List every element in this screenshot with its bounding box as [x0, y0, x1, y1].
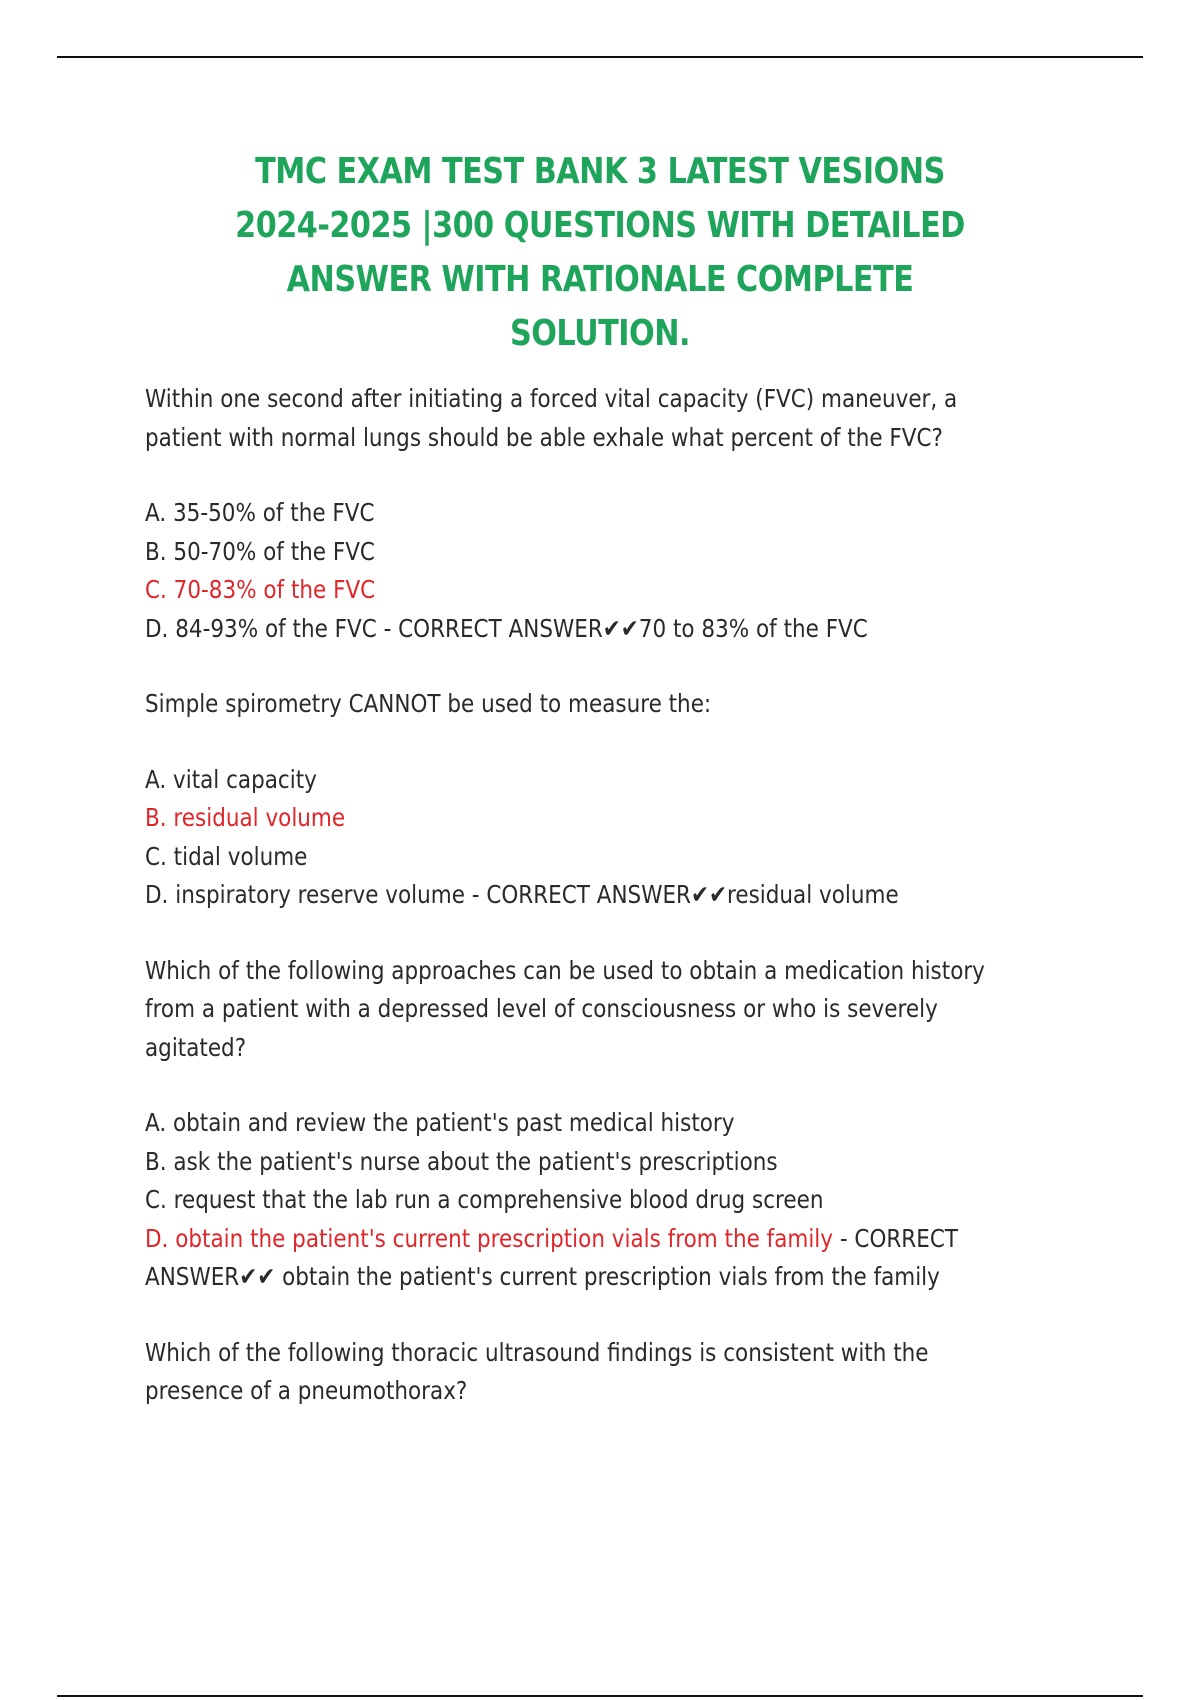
option-b: B. ask the patient's nurse about the patient's prescriptions	[145, 1146, 778, 1176]
option-d	[145, 876, 1082, 915]
answer-rationale: - CORRECT ANSWER✔✔ obtain the patient's current prescription vials from the family	[145, 1223, 958, 1291]
option-c-correct: C. 70-83% of the FVC	[145, 575, 376, 604]
option-b: B. 50-70% of the FVC	[145, 536, 375, 566]
answer-rationale: - CORRECT ANSWER✔✔residual volume	[464, 880, 899, 909]
question-list	[145, 380, 1085, 1411]
question-block	[145, 1334, 1082, 1411]
option-a: A. vital capacity	[145, 764, 317, 794]
question-block	[145, 685, 1082, 915]
bottom-rule	[57, 1695, 1143, 1697]
question-block	[145, 952, 1082, 1297]
option-b-correct: B. residual volume	[145, 803, 346, 832]
option-d-text: D. inspiratory reserve volume	[145, 880, 465, 909]
option-d	[145, 1220, 1005, 1297]
option-d-correct: D. obtain the patient's current prescription vials from the family	[145, 1223, 833, 1253]
question-text: Simple spirometry CANNOT be used to measure the:	[145, 689, 712, 718]
answer-rationale: - CORRECT ANSWER✔✔70 to 83% of the FVC	[376, 613, 868, 643]
option-d-text: D. 84-93% of the FVC	[145, 613, 377, 643]
question-block	[145, 380, 1082, 648]
question-text: Which of the following thoracic ultrasound findings is consistent with the presence of a pneumothorax?	[145, 1337, 929, 1405]
option-a: A. obtain and review the patient's past medical history	[145, 1108, 735, 1137]
option-c: C. request that the lab run a comprehensive blood drug screen	[145, 1185, 824, 1214]
option-a: A. 35-50% of the FVC	[145, 498, 375, 527]
question-text: Within one second after initiating a forced vital capacity (FVC) maneuver, a patient with normal lungs should be able exhale what percent of the FVC?	[145, 384, 958, 452]
option-d	[145, 610, 1082, 649]
document-title: TMC EXAM TEST BANK 3 LATEST VESIONS 2024-2025 |300 QUESTIONS WITH DETAILED ANSWER WITH RATIONALE COMPLETE SOLUTION.	[235, 151, 965, 354]
option-c: C. tidal volume	[145, 841, 308, 871]
top-rule	[57, 56, 1143, 58]
question-text: Which of the following approaches can be used to obtain a medication history from a patient with a depressed level of consciousness or who is severely agitated?	[145, 955, 985, 1062]
